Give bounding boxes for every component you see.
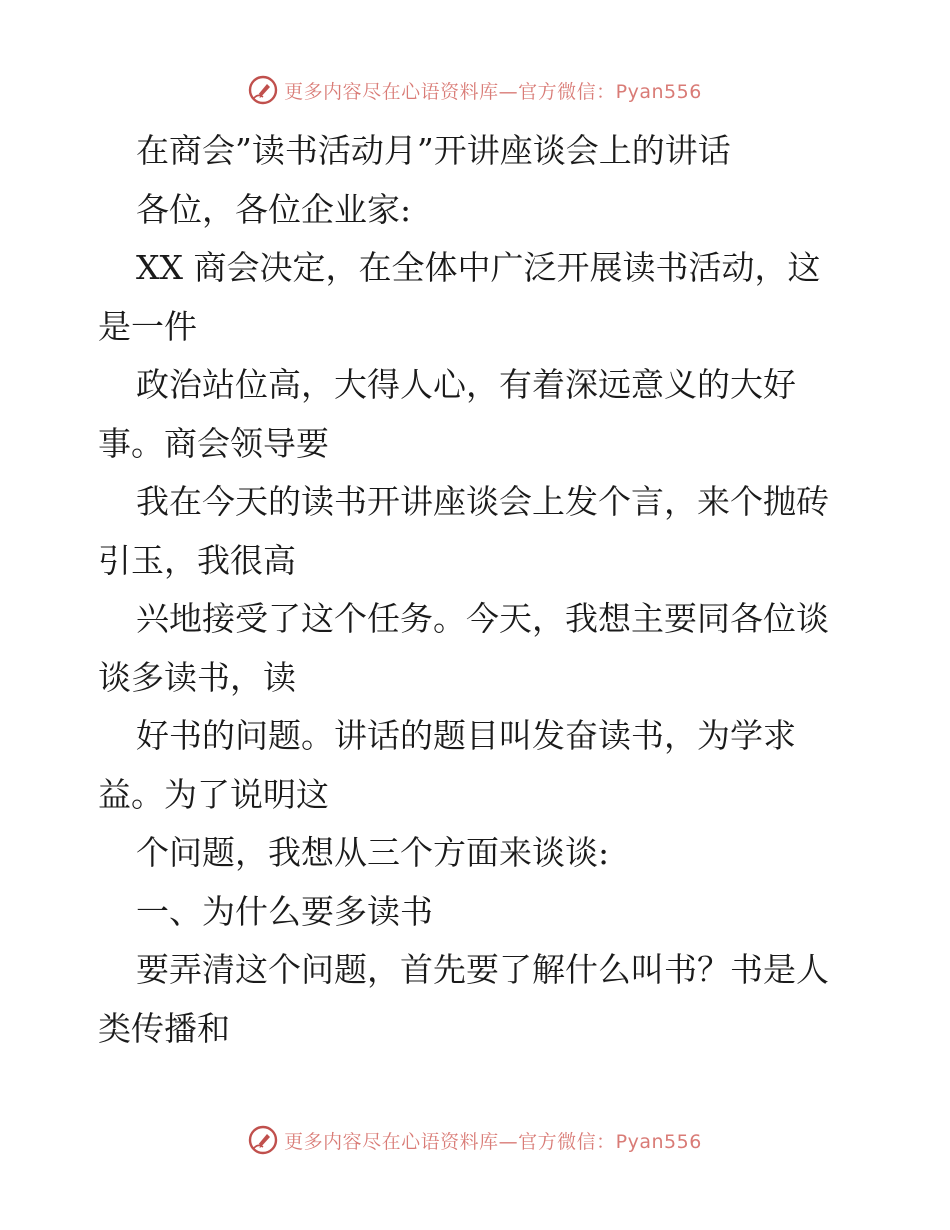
fountain-pen-icon (248, 1125, 278, 1155)
header-banner-text: 更多内容尽在心语资料库—官方微信：Pyan556 (284, 80, 702, 103)
paragraph-line: 要弄清这个问题，首先要了解什么叫书？书是人 (136, 950, 829, 989)
fountain-pen-icon (248, 75, 278, 105)
paragraph-line: 引玉，我很高 (98, 540, 296, 580)
paragraph-line: 我在今天的读书开讲座谈会上发个言，来个抛砖 (136, 482, 829, 521)
paragraph-line: 政治站位高，大得人心，有着深远意义的大好 (136, 365, 796, 404)
paragraph-line: XX 商会决定，在全体中广泛开展读书活动，这 (136, 248, 821, 287)
salutation: 各位，各位企业家: (136, 189, 412, 229)
paragraph-line: 好书的问题。讲话的题目叫发奋读书，为学求 (136, 716, 796, 755)
footer-banner (0, 1120, 950, 1160)
paragraph-line: 谈多读书，读 (98, 657, 296, 697)
header-banner (0, 70, 950, 110)
paragraph-line: 事。商会领导要 (98, 423, 329, 463)
footer-banner-text: 更多内容尽在心语资料库—官方微信：Pyan556 (284, 1130, 702, 1153)
paragraph-line: 益。为了说明这 (98, 774, 329, 814)
document-body (98, 122, 858, 1058)
paragraph-line: 兴地接受了这个任务。今天，我想主要同各位谈 (136, 599, 829, 638)
paragraph-line: 类传播和 (98, 1008, 230, 1048)
paragraph-line: 是一件 (98, 306, 197, 346)
document-title: 在商会”读书活动月”开讲座谈会上的讲话 (136, 131, 731, 170)
section-heading: 一、为什么要多读书 (136, 891, 433, 931)
paragraph-line: 个问题，我想从三个方面来谈谈: (136, 833, 610, 872)
